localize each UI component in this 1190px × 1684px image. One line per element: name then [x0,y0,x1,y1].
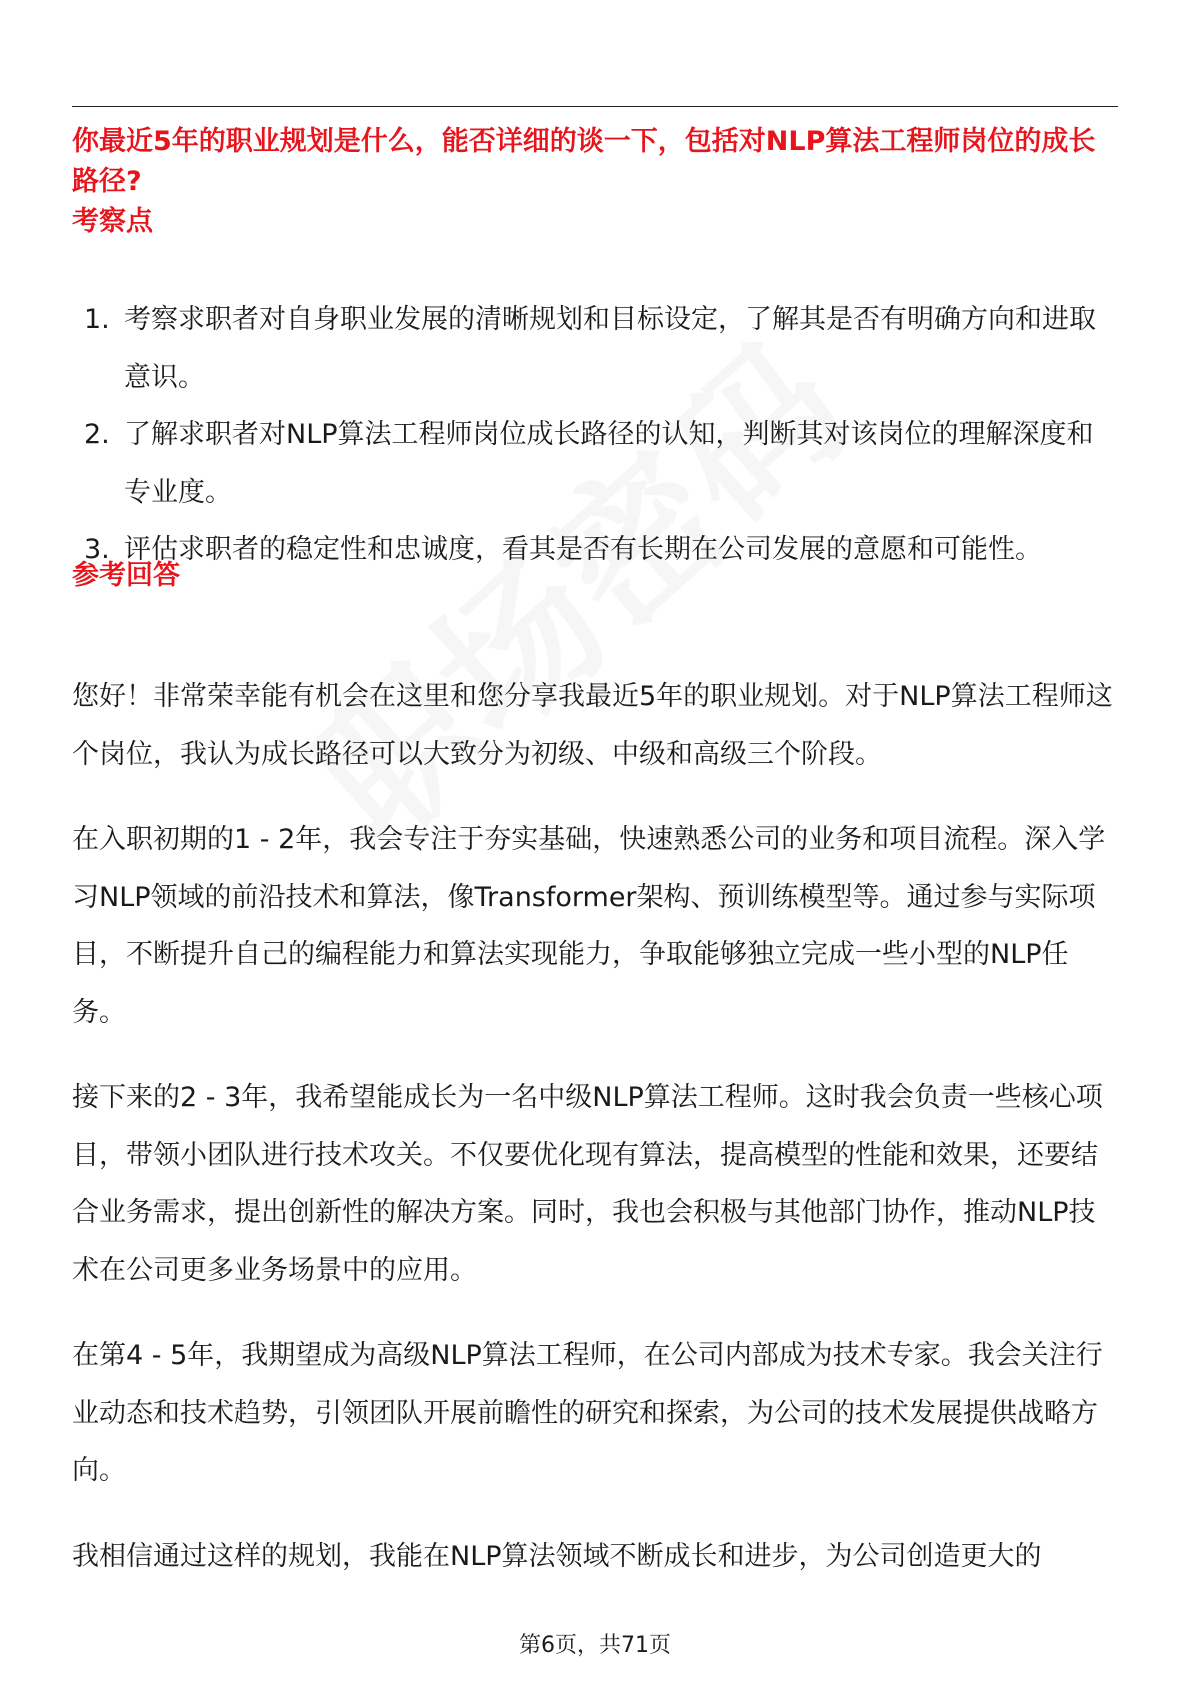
answer-paragraph: 我相信通过这样的规划，我能在NLP算法领域不断成长和进步，为公司创造更大的 [72,1540,1042,1572]
list-item [72,406,1118,521]
answer-paragraph: 在入职初期的1 - 2年，我会专注于夯实基础，快速熟悉公司的业务和项目流程。深入学习NLP领域的前沿技术和算法，像Transformer架构、预训练模型等。通过参与实际项目，不断提升自己的编程能力和算法实现能力，争取能够独立完成一些小型的NLP任务。 [72,824,1106,1028]
list-item [72,521,1118,579]
answer-body [72,668,1118,1613]
answer-paragraph: 接下来的2 - 3年，我希望能成长为一名中级NLP算法工程师。这时我会负责一些核心项目，带领小团队进行技术攻关。不仅要优化现有算法，提高模型的性能和效果，还要结合业务需求，提出创新性的解决方案。同时，我也会积极与其他部门协作，推动NLP技术在公司更多业务场景中的应用。 [72,1082,1103,1286]
list-item-text: 考察求职者对自身职业发展的清晰规划和目标设定，了解其是否有明确方向和进取意识。 [124,304,1096,393]
answer-paragraph: 在第4 - 5年，我期望成为高级NLP算法工程师，在公司内部成为技术专家。我会关注行业动态和技术趋势，引领团队开展前瞻性的研究和探索，为公司的技术发展提供战略方向。 [72,1340,1103,1486]
list-item-text: 了解求职者对NLP算法工程师岗位成长路径的认知，判断其对该岗位的理解深度和专业度。 [124,419,1094,508]
question-heading: 你最近5年的职业规划是什么，能否详细的谈一下，包括对NLP算法工程师岗位的成长路径? [72,126,1096,197]
list-item-text: 评估求职者的稳定性和忠诚度，看其是否有长期在公司发展的意愿和可能性。 [124,534,1042,565]
list-item [72,291,1118,406]
list-item-number: 2. [84,419,110,450]
answer-section-title: 参考回答 [72,560,180,591]
answer-paragraph: 您好！非常荣幸能有机会在这里和您分享我最近5年的职业规划。对于NLP算法工程师这个岗位，我认为成长路径可以大致分为初级、中级和高级三个阶段。 [72,681,1113,770]
points-section-title: 考察点 [72,206,153,237]
page-number: 第6页，共71页 [519,1633,671,1658]
document-page [72,0,1118,1684]
list-item-number: 3. [84,534,110,565]
points-list [72,291,1118,579]
top-divider [72,106,1118,107]
list-item-number: 1. [84,304,110,335]
